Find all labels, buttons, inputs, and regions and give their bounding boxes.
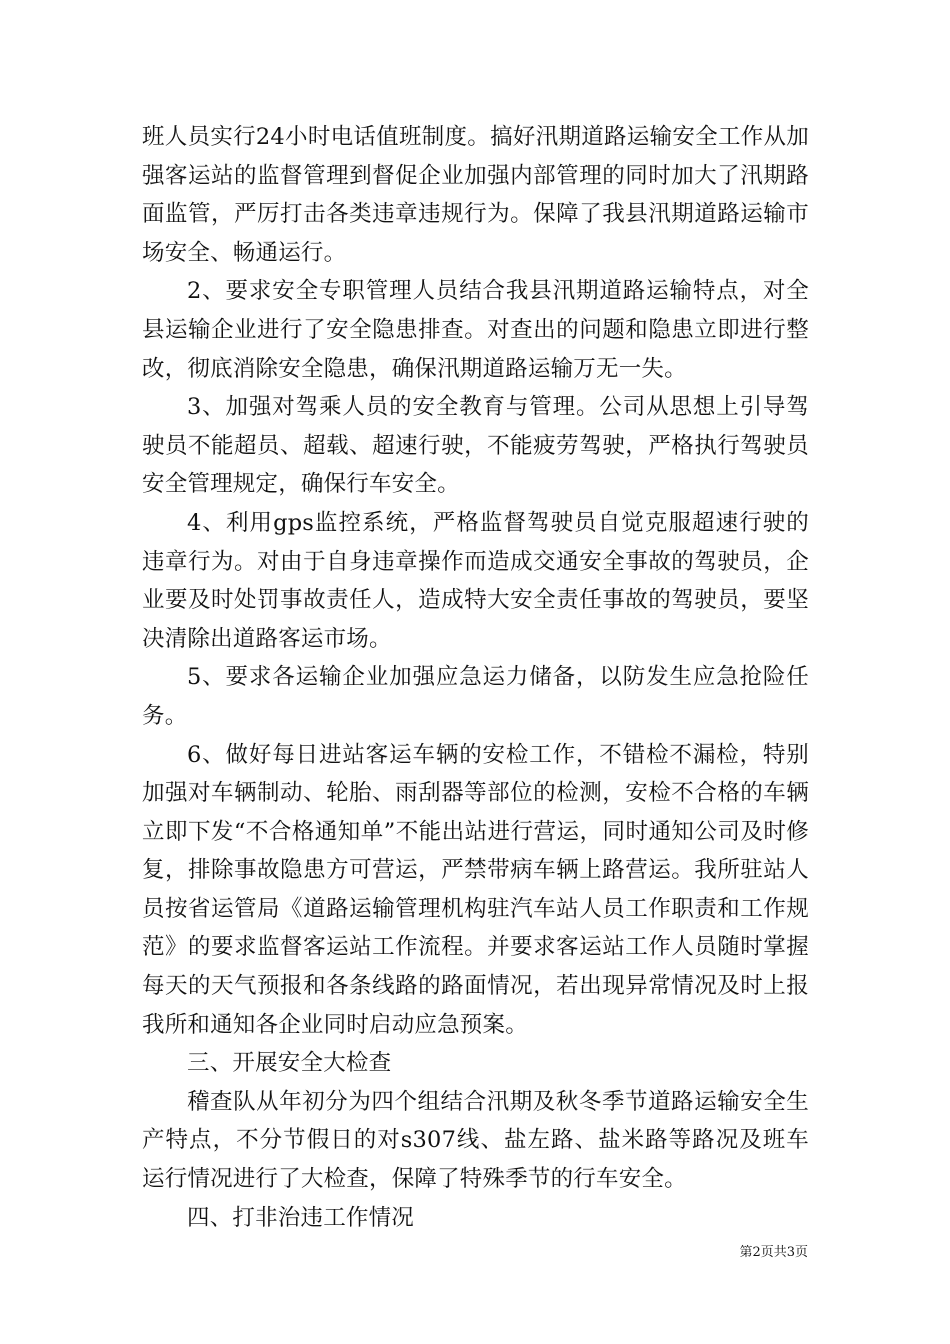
section-heading-safety-inspection: 三、开展安全大检查 — [187, 1050, 392, 1077]
document-body — [142, 118, 809, 1237]
page-number: 第2页共3页 — [739, 1245, 808, 1260]
section-heading-illegal-operations: 四、打非治违工作情况 — [187, 1204, 415, 1231]
paragraph-item-6: 6、做好每日进站客运车辆的安检工作，不错检不漏检，特别加强对车辆制动、轮胎、雨刮器等部位的检测，安检不合格的车辆立即下发“不合格通知单”不能出站进行营运，同时通知公司及时修复，排除事故隐患方可营运，严禁带病车辆上路营运。我所驻站人员按省运管局《道路运输管理机构驻汽车站人员工作职责和工作规范》的要求监督客运站工作流程。并要求客运站工作人员随时掌握每天的天气预报和各条线路的路面情况，若出现异常情况及时上报我所和通知各企业同时启动应急预案。 — [142, 741, 809, 1038]
paragraph-inspection-details: 稽查队从年初分为四个组结合汛期及秋冬季节道路运输安全生产特点，不分节假日的对s307线、盐左路、盐米路等路况及班车运行情况进行了大检查，保障了特殊季节的行车安全。 — [142, 1088, 809, 1193]
paragraph-item-3: 3、加强对驾乘人员的安全教育与管理。公司从思想上引导驾驶员不能超员、超载、超速行驶，不能疲劳驾驶，严格执行驾驶员安全管理规定，确保行车安全。 — [142, 394, 809, 498]
paragraph-item-2: 2、要求安全专职管理人员结合我县汛期道路运输特点，对全县运输企业进行了安全隐患排查。对查出的问题和隐患立即进行整改，彻底消除安全隐患，确保汛期道路运输万无一失。 — [142, 278, 809, 382]
paragraph-continuation: 班人员实行24小时电话值班制度。搞好汛期道路运输安全工作从加强客运站的监督管理到督促企业加强内部管理的同时加大了汛期路面监管，严厉打击各类违章违规行为。保障了我县汛期道路运输市场安全、畅通运行。 — [142, 124, 809, 266]
paragraph-item-5: 5、要求各运输企业加强应急运力储备，以防发生应急抢险任务。 — [142, 664, 809, 729]
paragraph-item-4: 4、利用gps监控系统，严格监督驾驶员自觉克服超速行驶的违章行为。对由于自身违章操作而造成交通安全事故的驾驶员，企业要及时处罚事故责任人，造成特大安全责任事故的驾驶员，要坚决清除出道路客运市场。 — [142, 509, 809, 652]
